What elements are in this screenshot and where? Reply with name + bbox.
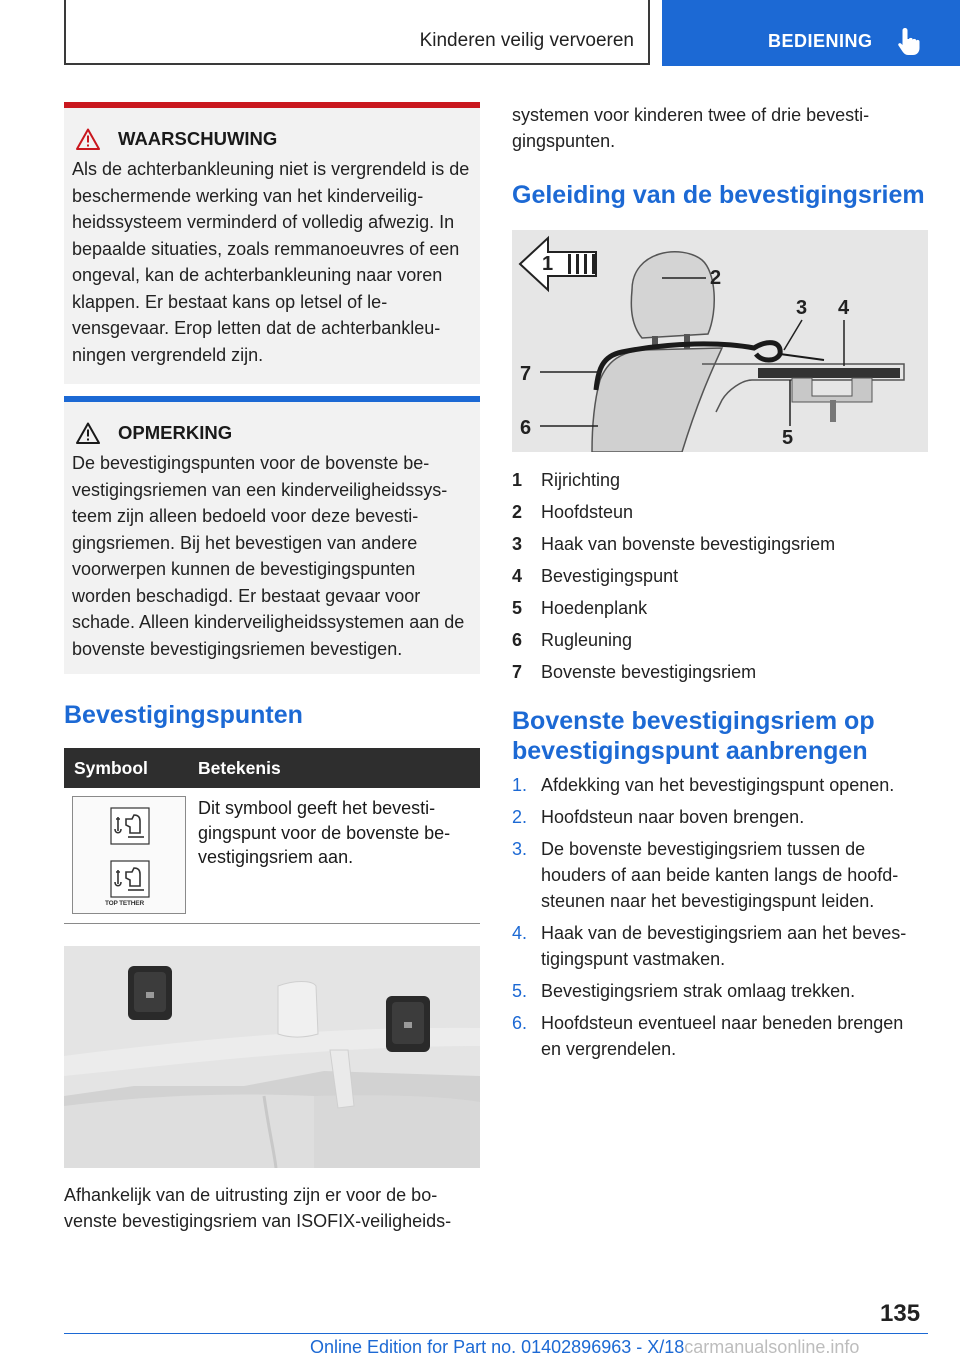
diagram-label-1: 1: [542, 253, 554, 275]
list-item: 3 Haak van bovenste bevestigingsriem: [512, 534, 836, 554]
heading-aanbrengen: Bovenste bevestigingsriem op bevestigingspunt aanbrengen: [512, 707, 875, 765]
rear-seat-image: [64, 946, 480, 1168]
list-item: 2 Hoofdsteun: [512, 502, 634, 522]
page-number: 135: [880, 1300, 921, 1327]
pointing-hand-icon: [896, 26, 922, 56]
symbol-table: [64, 748, 480, 924]
warning-title: WAARSCHUWING: [118, 128, 278, 149]
diagram-label-7: 7: [520, 363, 532, 385]
list-item: 5. Bevestigingsriem strak omlaag trekken.: [512, 981, 856, 1001]
list-item: 6. Hoofdsteun eventueel naar beneden brengen en vergrendelen.: [512, 1013, 904, 1059]
child-seat-anchor-icon: [110, 807, 150, 845]
belt-routing-image: [512, 230, 928, 452]
belt-routing-diagram: [512, 230, 928, 452]
rear-seat-photo: [64, 946, 480, 1168]
heading-bevestigingspunten: Bevestigingspunten: [64, 701, 303, 729]
warning-text: Als de achterbankleuning niet is vergrendeld is de beschermende werking van het kinderveilig-heidssysteem verminderd of volledig afwezig. In bepaalde situaties, zoals remmanoeuvres of een ongeval, kan de achterbankleuning naar voren klappen. Er bestaat kans op letsel of le-vensgevaar. Erop letten dat de achterbankleu-ningen vergrendeld zijn.: [72, 159, 470, 365]
diagram-legend: [512, 464, 928, 688]
header-section-box: [64, 0, 650, 65]
list-item: 7 Bovenste bevestigingsriem: [512, 662, 757, 682]
list-item: 2. Hoofdsteun naar boven brengen.: [512, 807, 805, 827]
list-item: 4 Bevestigingspunt: [512, 566, 679, 586]
table-header-meaning: Betekenis: [198, 757, 281, 778]
list-item: 6 Rugleuning: [512, 630, 633, 650]
footer-divider: [64, 1333, 928, 1334]
diagram-label-6: 6: [520, 417, 532, 439]
table-header: [64, 748, 480, 788]
heading-geleiding: Geleiding van de bevestigingsriem: [512, 181, 925, 209]
header-chapter-box: [662, 0, 960, 66]
diagram-label-3: 3: [796, 297, 808, 319]
continued-text: systemen voor kinderen twee of drie bevesti-gingspunten.: [512, 105, 870, 151]
diagram-label-5: 5: [782, 427, 794, 449]
table-header-symbol: Symbool: [74, 757, 148, 778]
warning-triangle-icon: [76, 128, 100, 150]
photo-caption: Afhankelijk van de uitrusting zijn er voor de bo-venste bevestigingsriem van ISOFIX-veiligheids-: [64, 1185, 452, 1231]
header-chapter-title: BEDIENING: [768, 31, 873, 51]
diagram-label-2: 2: [710, 267, 722, 289]
diagram-label-4: 4: [838, 297, 850, 319]
list-item: 1. Afdekking van het bevestigingspunt openen.: [512, 775, 895, 795]
header-section-title: Kinderen veilig vervoeren: [419, 30, 634, 51]
table-cell-meaning: Dit symbool geeft het bevesti-gingspunt voor de bovenste be-vestigingsriem aan.: [198, 798, 451, 867]
footer-edition-text: Online Edition for Part no. 01402896963 - X/18: [310, 1337, 685, 1357]
top-tether-label: TOP TETHER: [105, 900, 144, 907]
note-box: [64, 396, 480, 674]
right-column: [512, 102, 928, 1068]
list-item: 4. Haak van de bevestigingsriem aan het beves-tigingspunt vastmaken.: [512, 923, 907, 969]
child-seat-anchor-icon: [110, 860, 150, 898]
footer: [310, 1337, 859, 1358]
warning-triangle-icon: [76, 422, 100, 444]
step-list: [512, 772, 928, 1062]
warning-box: [64, 102, 480, 384]
footer-watermark: carmanualsonline.info: [684, 1337, 860, 1357]
list-item: 3. De bovenste bevestigingsriem tussen de houders of aan beide kanten langs de hoofd-steunen naar het bevestigingspunt leiden.: [512, 839, 899, 911]
top-tether-symbol: [72, 796, 186, 914]
page-header: [0, 0, 960, 66]
note-text: De bevestigingspunten voor de bovenste be-vestigingsriemen van een kinderveiligheidssys-teem zijn alleen bedoeld voor deze bevesti-gingsriemen. Bij het bevestigen van andere voorwerpen kunnen de bevestigingspunten worden beschadigd. Er bestaat gevaar voor schade. Alleen kinderveiligheidssystemen aan de bovenste bevestigingsriemen bevestigen.: [72, 453, 465, 659]
list-item: 1 Rijrichting: [512, 470, 621, 490]
table-row: [64, 788, 480, 924]
left-column: [64, 102, 480, 1234]
list-item: 5 Hoedenplank: [512, 598, 648, 618]
note-title: OPMERKING: [118, 422, 233, 443]
